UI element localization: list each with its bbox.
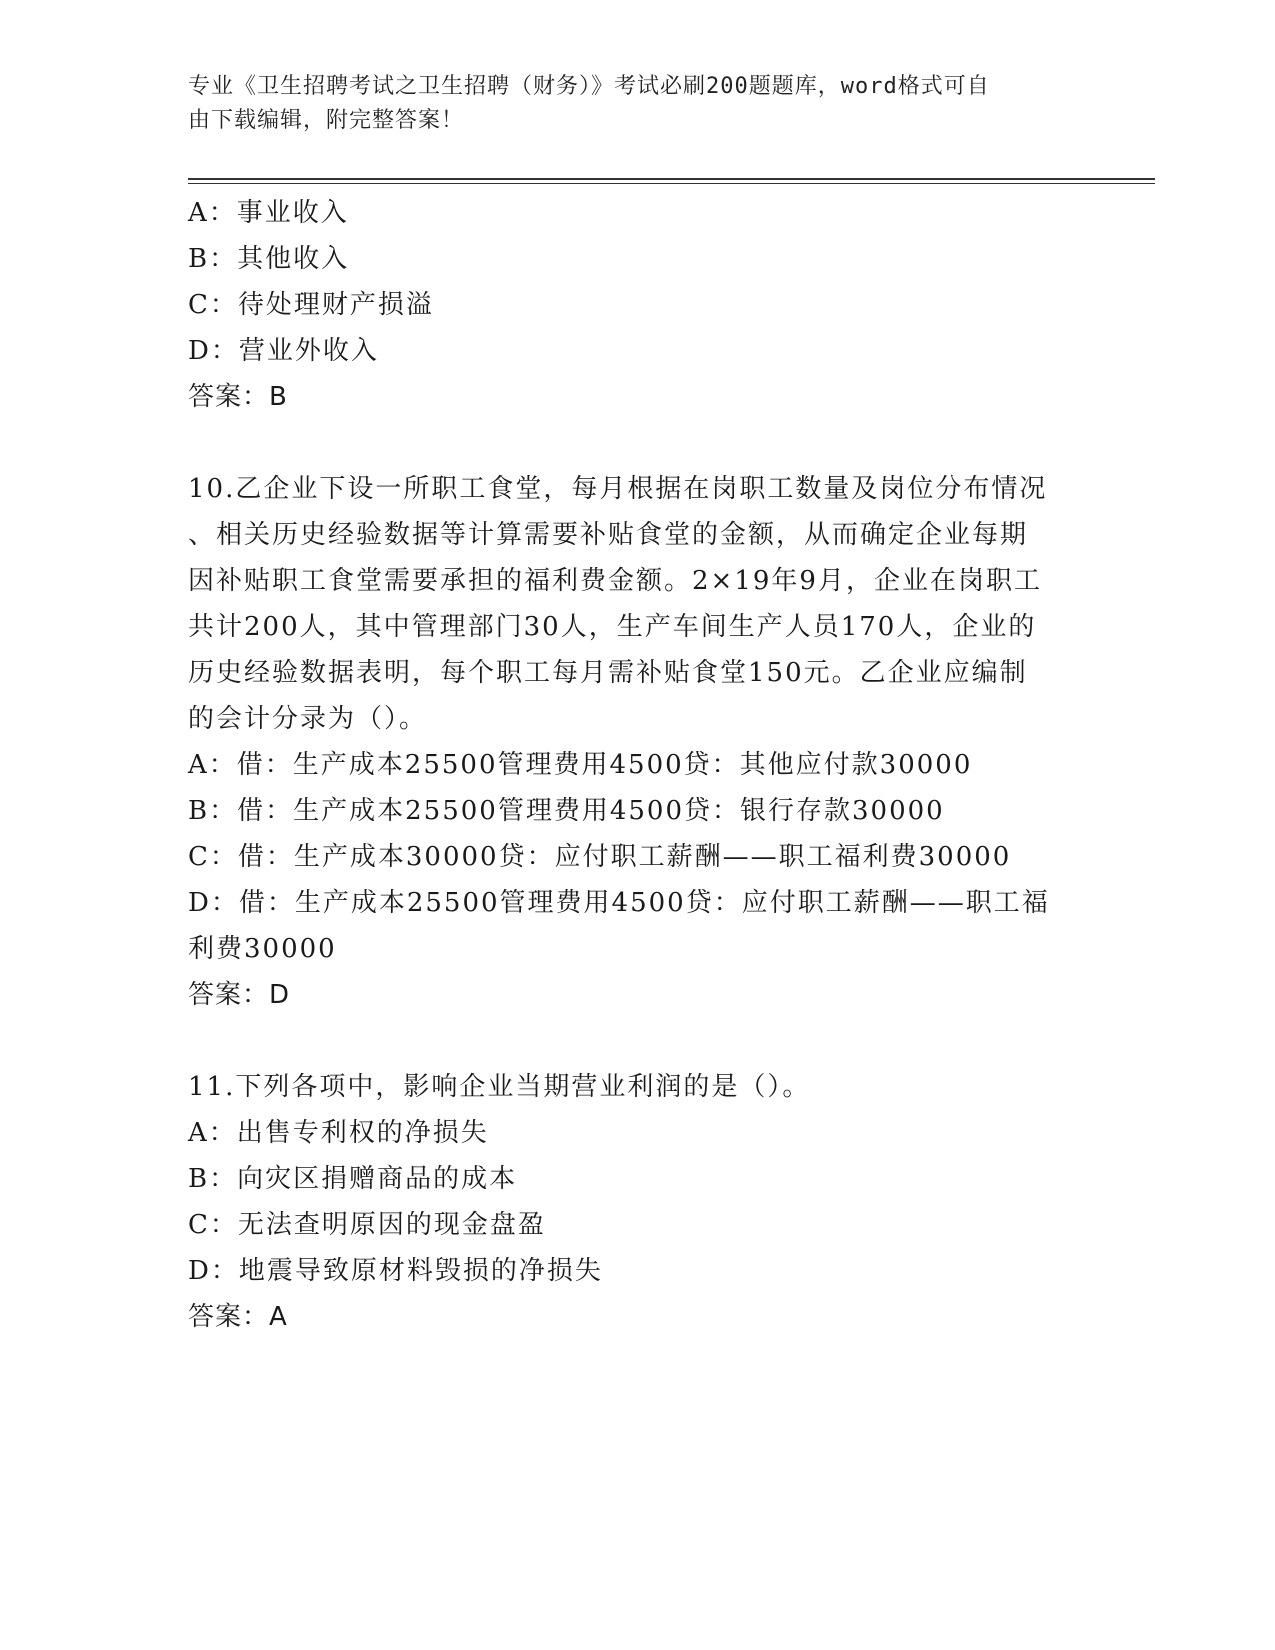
question-11-block xyxy=(188,1064,1088,1340)
option-c: C：无法查明原因的现金盘盈 xyxy=(188,1210,546,1240)
question-stem-line: 共计200人，其中管理部门30人，生产车间生产人员170人，企业的 xyxy=(188,612,1037,642)
question-stem-line: 、相关历史经验数据等计算需要补贴食堂的金额，从而确定企业每期 xyxy=(188,520,1029,550)
question-stem-line: 的会计分录为（）。 xyxy=(188,704,428,734)
option-c: C：待处理财产损溢 xyxy=(188,290,434,320)
option-d: D：营业外收入 xyxy=(188,336,379,366)
option-b: B：借：生产成本25500管理费用4500贷：银行存款30000 xyxy=(188,796,945,826)
header-divider-thick xyxy=(188,178,1155,180)
answer-label: 答案：B xyxy=(188,382,288,412)
option-c: C：借：生产成本30000贷：应付职工薪酬——职工福利费30000 xyxy=(188,842,1012,872)
option-b: B：其他收入 xyxy=(188,244,350,274)
header-line-1: 专业《卫生招聘考试之卫生招聘（财务）》考试必刷200题题库，word格式可自 xyxy=(188,74,990,99)
option-d: D：地震导致原材料毁损的净损失 xyxy=(188,1256,603,1286)
option-b: B：向灾区捐赠商品的成本 xyxy=(188,1164,518,1194)
question-content xyxy=(188,190,1088,1340)
question-stem-line: 11.下列各项中，影响企业当期营业利润的是（）。 xyxy=(188,1072,811,1102)
option-a: A：出售专利权的净损失 xyxy=(188,1118,489,1148)
page-header xyxy=(188,70,1068,138)
spacer xyxy=(188,1018,1088,1064)
answer-label: 答案：A xyxy=(188,1302,288,1332)
answer-label: 答案：D xyxy=(188,980,291,1010)
option-d-continued: 利费30000 xyxy=(188,934,337,964)
prev-question-block xyxy=(188,190,1088,420)
option-d: D：借：生产成本25500管理费用4500贷：应付职工薪酬——职工福 xyxy=(188,888,1050,918)
question-stem-line: 历史经验数据表明，每个职工每月需补贴食堂150元。乙企业应编制 xyxy=(188,658,1028,688)
question-10-block xyxy=(188,466,1088,1018)
header-line-2: 由下载编辑，附完整答案！ xyxy=(188,108,465,133)
spacer xyxy=(188,420,1088,466)
header-divider-thin xyxy=(188,183,1155,184)
question-stem-line: 10.乙企业下设一所职工食堂，每月根据在岗职工数量及岗位分布情况 xyxy=(188,474,1048,504)
question-stem-line: 因补贴职工食堂需要承担的福利费金额。2×19年9月，企业在岗职工 xyxy=(188,566,1042,596)
option-a: A：借：生产成本25500管理费用4500贷：其他应付款30000 xyxy=(188,750,973,780)
option-a: A：事业收入 xyxy=(188,198,349,228)
